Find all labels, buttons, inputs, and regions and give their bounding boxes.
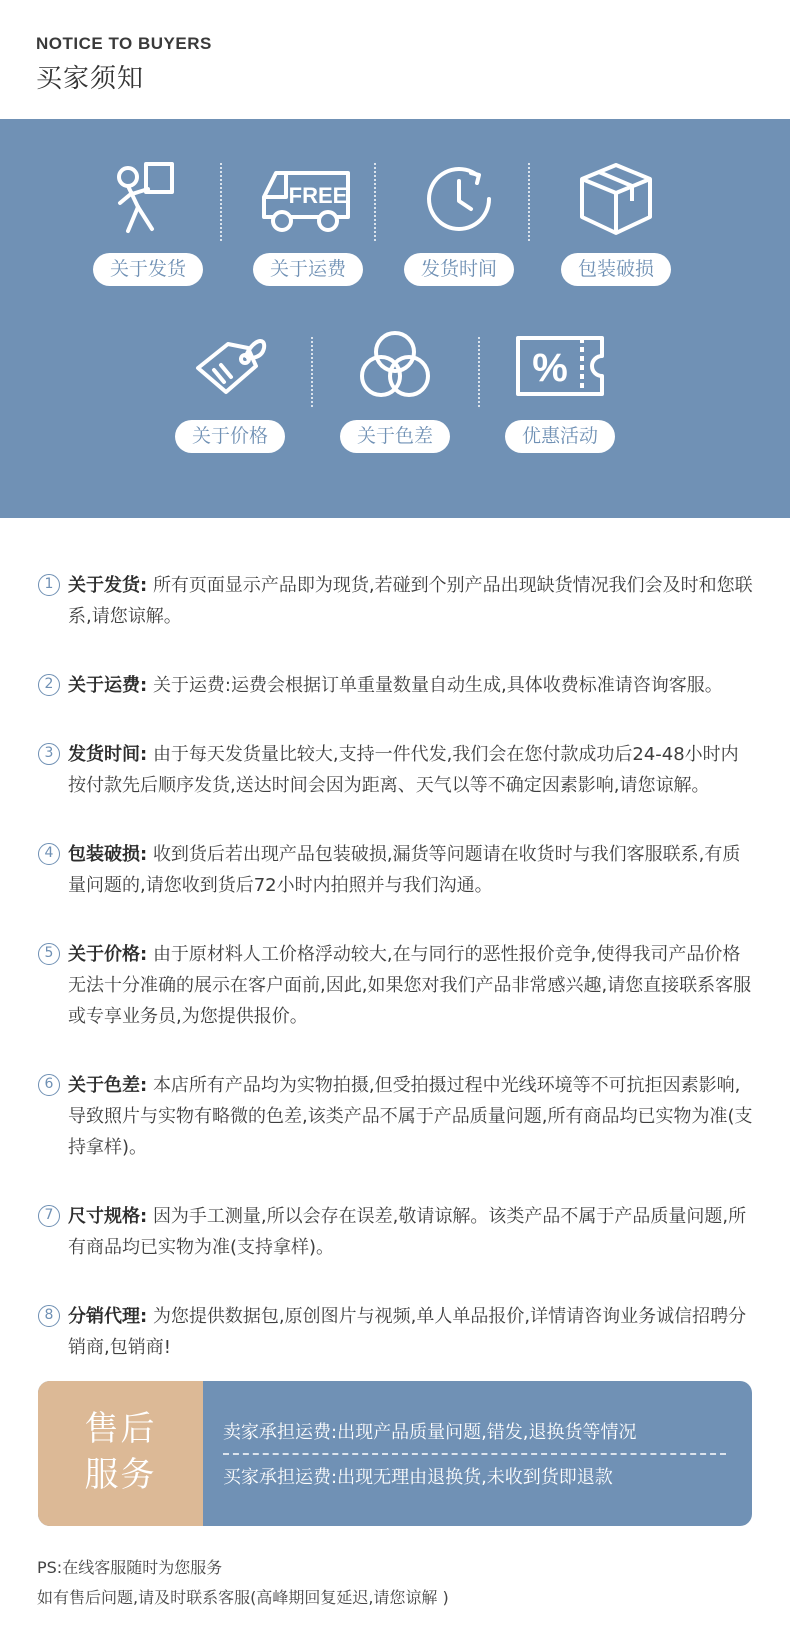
notice-title: 尺寸规格: [68,1206,148,1227]
notice-item [36,670,756,701]
category-label: 关于色差 [340,420,450,453]
notice-item [36,739,756,801]
seller-pays-text: 卖家承担运费:出现产品质量问题,错发,退换货等情况 [223,1422,637,1443]
percent-text: % [532,346,568,390]
notice-title: 关于色差: [68,1075,148,1096]
notice-text: 为您提供数据包,原创图片与视频,单人单品报价,详情请咨询业务诚信招聘分销商,包销商! [68,1306,747,1358]
notice-text: 关于运费:运费会根据订单重量数量自动生成,具体收费标准请咨询客服。 [152,675,723,696]
category-freight[interactable] [233,159,383,286]
notice-text: 收到货后若出现产品包装破损,漏货等问题请在收货时与我们客服联系,有质量问题的,请您收到货后72小时内拍照并与我们沟通。 [68,844,741,896]
category-label: 关于发货 [93,253,203,286]
after-sales-title-line1: 售后 [84,1409,157,1449]
notice-item [36,939,756,1032]
divider [478,337,480,407]
notice-title: 关于运费: [68,675,148,696]
free-truck-icon [258,159,358,239]
notice-item [36,1301,756,1363]
ps-line-2: 如有售后问题,请及时联系客服(高峰期回复延迟,请您谅解 ) [37,1588,449,1607]
notice-title: 关于价格: [68,944,148,965]
title-english: NOTICE TO BUYERS [36,34,212,53]
notice-list [36,570,756,1401]
notice-text: 本店所有产品均为实物拍摄,但受拍摄过程中光线环境等不可抗拒因素影响,导致照片与实物有略微的色差,该类产品不属于产品质量问题,所有商品均已实物为准(支持拿样)。 [68,1075,753,1158]
notice-item [36,570,756,632]
divider [311,337,313,407]
notice-item [36,1201,756,1263]
notice-item [36,839,756,901]
notice-title: 关于发货: [68,575,148,596]
category-promotion[interactable] [485,326,635,453]
category-packaging[interactable] [541,159,691,286]
title-chinese: 买家须知 [36,64,145,94]
notice-text: 所有页面显示产品即为现货,若碰到个别产品出现缺货情况我们会及时和您联系,请您谅解。 [68,575,753,627]
price-tag-icon [190,326,270,406]
category-banner [0,119,790,518]
ps-line-1: PS:在线客服随时为您服务 [37,1558,223,1577]
notice-number: 8 [38,1305,60,1327]
notice-title: 包装破损: [68,844,148,865]
divider [220,163,222,241]
free-text: FREE [288,183,348,208]
notice-text: 由于每天发货量比较大,支持一件代发,我们会在您付款成功后24-48小时内按付款先后顺序发货,送达时间会因为距离、天气以等不确定因素影响,请您谅解。 [68,744,739,796]
category-price[interactable] [155,326,305,453]
after-sales-panel [38,1381,752,1526]
category-label: 优惠活动 [505,420,615,453]
discount-coupon-icon [512,326,608,406]
notice-text: 由于原材料人工价格浮动较大,在与同行的恶性报价竞争,使得我司产品价格无法十分准确的展示在客户面前,因此,如果您对我们产品非常感兴趣,请您直接联系客服或专享业务员,为您提供报价。 [68,944,752,1027]
divider [374,163,376,241]
notice-number: 4 [38,843,60,865]
category-label: 关于价格 [175,420,285,453]
dashed-divider [223,1453,726,1455]
after-sales-title-line2: 服务 [84,1455,157,1495]
category-ship-time[interactable] [384,159,534,286]
notice-number: 2 [38,674,60,696]
notice-number: 3 [38,743,60,765]
page-header [36,34,212,95]
notice-number: 1 [38,574,60,596]
ps-note [37,1553,449,1613]
category-color[interactable] [320,326,470,453]
category-label: 关于运费 [253,253,363,286]
category-label: 包装破损 [561,253,671,286]
notice-title: 发货时间: [68,744,148,765]
divider [528,163,530,241]
clock-icon [419,159,499,239]
notice-item [36,1070,756,1163]
after-sales-title [38,1381,203,1526]
category-shipping[interactable] [73,159,223,286]
buyer-pays-text: 买家承担运费:出现无理由退换货,未收到货即退款 [223,1467,613,1488]
delivery-person-icon [108,159,188,239]
notice-number: 6 [38,1074,60,1096]
notice-number: 5 [38,943,60,965]
box-icon [576,159,656,239]
after-sales-policy [223,1381,736,1526]
color-circles-icon [355,326,435,406]
notice-text: 因为手工测量,所以会存在误差,敬请谅解。该类产品不属于产品质量问题,所有商品均已实物为准(支持拿样)。 [68,1206,747,1258]
notice-title: 分销代理: [68,1306,148,1327]
category-label: 发货时间 [404,253,514,286]
notice-number: 7 [38,1205,60,1227]
